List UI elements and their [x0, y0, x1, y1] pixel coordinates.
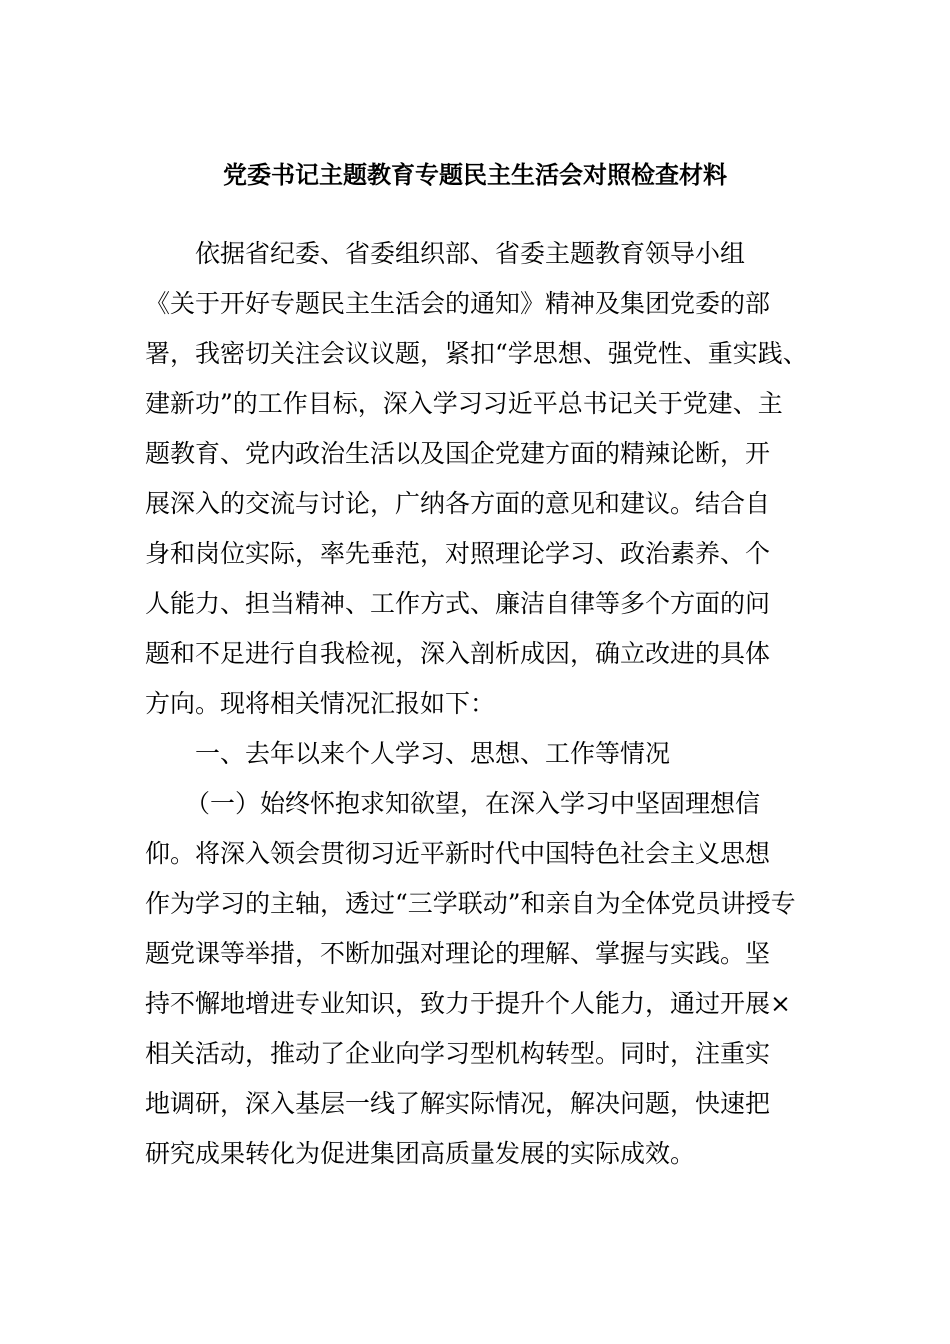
- paragraph-line: 依据省纪委、省委组织部、省委主题教育领导小组: [195, 239, 746, 268]
- paragraph-line: 地调研，深入基层一线了解实际情况，解决问题，快速把: [145, 1089, 771, 1118]
- paragraph-line: 身和岗位实际，率先垂范，对照理论学习、政治素养、个: [145, 539, 771, 568]
- paragraph-line: 人能力、担当精神、工作方式、廉洁自律等多个方面的问: [145, 589, 771, 618]
- paragraph-line: 相关活动，推动了企业向学习型机构转型。同时，注重实: [145, 1039, 771, 1068]
- paragraph-line: 题党课等举措，不断加强对理论的理解、掌握与实践。坚: [145, 939, 771, 968]
- document-body: [145, 229, 815, 1179]
- paragraph-line: 展深入的交流与讨论，广纳各方面的意见和建议。结合自: [145, 489, 771, 518]
- paragraph-line: 署，我密切关注会议议题，紧扣“学思想、强党性、重实践、: [145, 339, 808, 368]
- section-heading: 一、去年以来个人学习、思想、工作等情况: [195, 739, 671, 768]
- paragraph-line: 建新功”的工作目标，深入学习习近平总书记关于党建、主: [145, 389, 783, 418]
- paragraph-line: 作为学习的主轴，透过“三学联动”和亲自为全体党员讲授专: [145, 889, 796, 918]
- paragraph-line: 仰。将深入领会贯彻习近平新时代中国特色社会主义思想: [145, 839, 771, 868]
- paragraph-line: 方向。现将相关情况汇报如下：: [145, 689, 496, 718]
- paragraph-line: 题教育、党内政治生活以及国企党建方面的精辣论断，开: [145, 439, 771, 468]
- paragraph-line: 持不懈地增进专业知识，致力于提升个人能力，通过开展×: [145, 989, 791, 1018]
- paragraph-line: 《关于开好专题民主生活会的通知》精神及集团党委的部: [145, 289, 771, 318]
- subsection-line: （一）始终怀抱求知欲望，在深入学习中坚固理想信: [185, 789, 761, 818]
- paragraph-line: 题和不足进行自我检视，深入剖析成因，确立改进的具体: [145, 639, 771, 668]
- document-title: 党委书记主题教育专题民主生活会对照检查材料: [223, 161, 727, 189]
- paragraph-line: 研究成果转化为促进集团高质量发展的实际成效。: [145, 1139, 696, 1168]
